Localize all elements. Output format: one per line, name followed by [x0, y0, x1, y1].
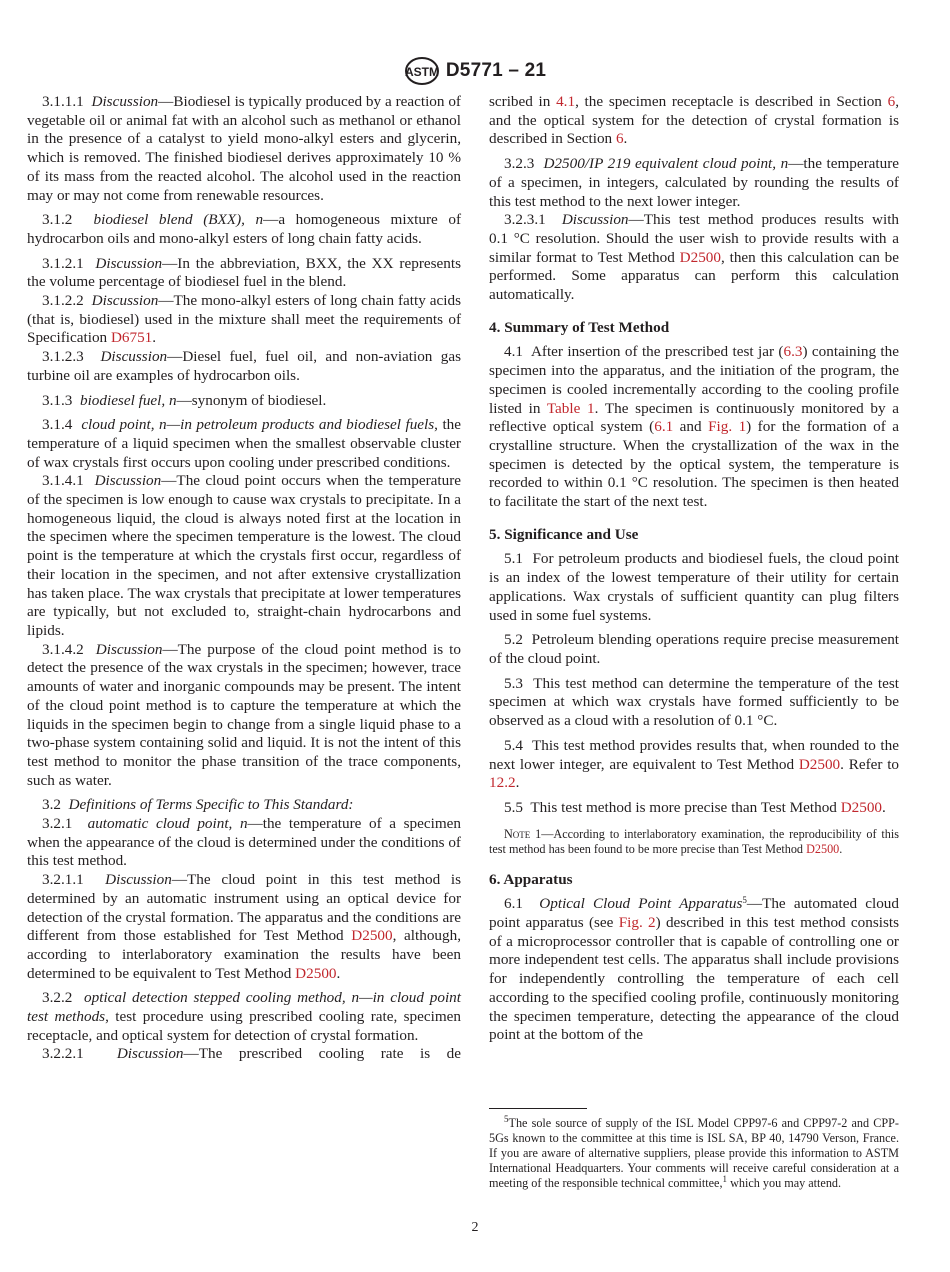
para-3-1-1-1: 3.1.1.1 Discussion—Biodiesel is typically produced by a reaction of vegetable oil or animal fat with an alcohol such as methanol or ethanol in the presence of a catalyst to yield mono-alkyl esters and glycerin, which is removed. The finished biodiesel derives approximately 10 % of its mass from the reacted alcohol. The alcohol used in the reaction may or may not come from renewable resources. — [27, 93, 461, 204]
link-d2500[interactable]: D2500 — [806, 841, 840, 856]
link-d2500[interactable]: D2500 — [798, 755, 841, 773]
para-3-1-2-1: 3.1.2.1 Discussion—In the abbreviation, BXX, the XX represents the volume percentage of biodiesel fuel in the blend. — [27, 254, 461, 291]
para-3-2-1-1: 3.2.1.1 Discussion—The cloud point in this test method is determined by an automatic instrument using an optical device for detection of the crystal formation. The apparatus and the conditions are different from those established for Test Method D2500, although, according to interlaboratory examination the results have been determined to be equivalent to Test Method D2500. — [27, 871, 462, 982]
link-12-2[interactable]: 12.2 — [489, 774, 516, 792]
para-3-1-2-3: 3.1.2.3 Discussion—Diesel fuel, fuel oil, and non-aviation gas turbine oil are examples of hydrocarbon oils. — [27, 348, 461, 384]
designation: D5771 – 21 — [445, 60, 547, 81]
footnote-5: $^5$The sole source of supply of the ISL Model CPP97-6 and CPP97-2 and CPP-5Gs known to the committee at this time is ISL SA, BP 40, 14790 Verson, France. If you are aware of alternative suppliers, please provide this information to ASTM International Headquarters. Your comments will receive careful consideration at a meeting of the responsible technical committee,$^1$ which you may attend. — [489, 1114, 899, 1190]
para-3-1-3: 3.1.3 biodiesel fuel, n—synonym of biodiesel. — [42, 391, 327, 409]
page-header — [0, 55, 950, 87]
link-fig-1[interactable]: Fig. 1 — [708, 418, 747, 436]
para-5-1: 5.1 For petroleum products and biodiesel fuels, the cloud point is an index of the lowest temperature of their utility for certain applications. Wax crystals of sufficient quantity can plug filters used in some fuel systems. — [489, 550, 900, 624]
link-table-1[interactable]: Table 1 — [546, 399, 595, 417]
left-column — [27, 93, 461, 1064]
svg-text:ASTM: ASTM — [404, 65, 439, 79]
para-3-2-3: 3.2.3 D2500/IP 219 equivalent cloud point, n—the temperature of a specimen, in integers, calculated by rounding the results of this test method to the next lower integer. — [489, 155, 900, 210]
para-3-2-1: 3.2.1 automatic cloud point, n—the temperature of a specimen when the appearance of the cloud is determined under the conditions of this test method. — [27, 815, 461, 870]
para-3-1-4-2: 3.1.4.2 Discussion—The purpose of the cloud point method is to detect the presence of the wax crystals in the specimen; however, trace amounts of water and inorganic compounds may be present. The intent of the cloud point method is to capture the temperature at which the liquids in the specimen begin to change from a single liquid phase to a two-phase system containing solid and liquid. It is not the intent of this test method to monitor the phase transition of the trace components, such as water. — [27, 640, 461, 789]
link-fig-2[interactable]: Fig. 2 — [618, 914, 656, 932]
footnote-divider — [489, 1108, 587, 1109]
para-5-2: 5.2 Petroleum blending operations require precise measurement of the cloud point. — [489, 631, 900, 667]
para-6-1: 6.1 Optical Cloud Point Apparatus$^5$—The automated cloud point apparatus (see Fig. 2) described in this test method consists of a microprocessor controller that is capable of controlling one or more independent test cells. The apparatus shall include provisions for independently controlling the temperature of each cell according to the specified cooling profile, continuously monitoring the specimen temperature, detecting the appearance of the cloud point at the bottom of the — [489, 895, 900, 1044]
right-column — [489, 93, 899, 1045]
para-3-1-4-1: 3.1.4.1 Discussion—The cloud point occurs when the temperature of the specimen is low enough to cause wax crystals to precipitate. In a homogeneous liquid, the cloud is always noted first at the location in the specimen where the specimen temperature is the lowest. The cloud point is the temperature at which the crystals first occur, regardless of their location in the specimen, and not after extensive crystallization has taken place. The wax crystals that precipitate at lower temperatures are typically, but not excluded to, straight-chain hydrocarbons and lipids. — [27, 472, 461, 639]
para-3-1-2: 3.1.2 biodiesel blend (BXX), n—a homogeneous mixture of hydrocarbon oils and mono-alkyl esters of long chain fatty acids. — [27, 211, 461, 247]
section-heading-4: 4. Summary of Test Method — [489, 318, 670, 336]
para-5-4: 5.4 This test method provides results that, when rounded to the next lower integer, are equivalent to Test Method D2500. Refer to 12.2. — [489, 736, 900, 792]
para-3-2: 3.2 Definitions of Terms Specific to This Standard: — [42, 796, 354, 814]
link-d2500[interactable]: D2500 — [351, 927, 393, 945]
link-d6751[interactable]: D6751 — [110, 329, 153, 347]
para-5-3: 5.3 This test method can determine the temperature of the test specimen at which wax crystals have formed sufficiently to be observed as a cloud with a resolution of 0.1 °C. — [489, 674, 900, 730]
footnote-ref[interactable]: 5 — [742, 895, 747, 906]
astm-logo-icon — [404, 56, 440, 86]
link-6-1[interactable]: 6.1 — [654, 418, 674, 436]
link-d2500[interactable]: D2500 — [840, 798, 883, 816]
para-5-5: 5.5 This test method is more precise than Test Method D2500. — [504, 798, 886, 816]
page-number: 2 — [471, 1220, 479, 1235]
para-3-2-2-1-continued: scribed in 4.1, the specimen receptacle is described in Section 6, and the optical system for the detection of crystal formation is described in Section 6. — [489, 93, 899, 148]
link-d2500[interactable]: D2500 — [679, 248, 721, 266]
para-3-2-2: 3.2.2 optical detection stepped cooling method, n—in cloud point test methods, test procedure using prescribed cooling rate, specimen receptacle, and optical system for detection of crystal formation. — [27, 989, 461, 1044]
link-4-1[interactable]: 4.1 — [556, 93, 576, 110]
link-d2500[interactable]: D2500 — [295, 964, 337, 982]
para-3-1-2-2: 3.1.2.2 Discussion—The mono-alkyl esters of long chain fatty acids (that is, biodiesel) used in the mixture shall meet the requirements of Specification D6751. — [27, 292, 461, 347]
link-6-3[interactable]: 6.3 — [783, 343, 803, 361]
link-section-6[interactable]: 6 — [887, 93, 896, 110]
para-3-1-4: 3.1.4 cloud point, n—in petroleum products and biodiesel fuels, the temperature of a liquid specimen when the smallest observable cluster of wax crystals first occurs upon cooling under prescribed conditions. — [27, 416, 461, 471]
para-4-1: 4.1 After insertion of the prescribed test jar (6.3) containing the specimen into the apparatus, and the initiation of the program, the specimen is cooled incrementally according to the cooling profile listed in Table 1. The specimen is continuously monitored by a reflective optical system (6.1 and Fig. 1) for the formation of a crystalline structure. When the crystallization of the wax in the specimen is detected by the optical system, the temperature is recorded to within 0.1 °C resolution. The specimen is then heated to facilitate the start of the next test. — [489, 343, 900, 511]
section-heading-6: 6. Apparatus — [489, 870, 573, 888]
link-section-6[interactable]: 6 — [615, 130, 624, 148]
para-3-2-3-1: 3.2.3.1 Discussion—This test method produces results with 0.1 °C resolution. Should the user wish to provide results with a similar format to Test Method D2500, then this calculation can be performed. Some apparatus can perform this calculation automatically. — [489, 211, 900, 304]
note-1: Note 1—According to interlaboratory examination, the reproducibility of this test method has been found to be more precise than Test Method D2500. — [489, 826, 899, 856]
section-heading-5: 5. Significance and Use — [489, 525, 639, 543]
para-3-2-2-1: 3.2.2.1 Discussion—The prescribed cooling rate is de — [42, 1045, 462, 1063]
